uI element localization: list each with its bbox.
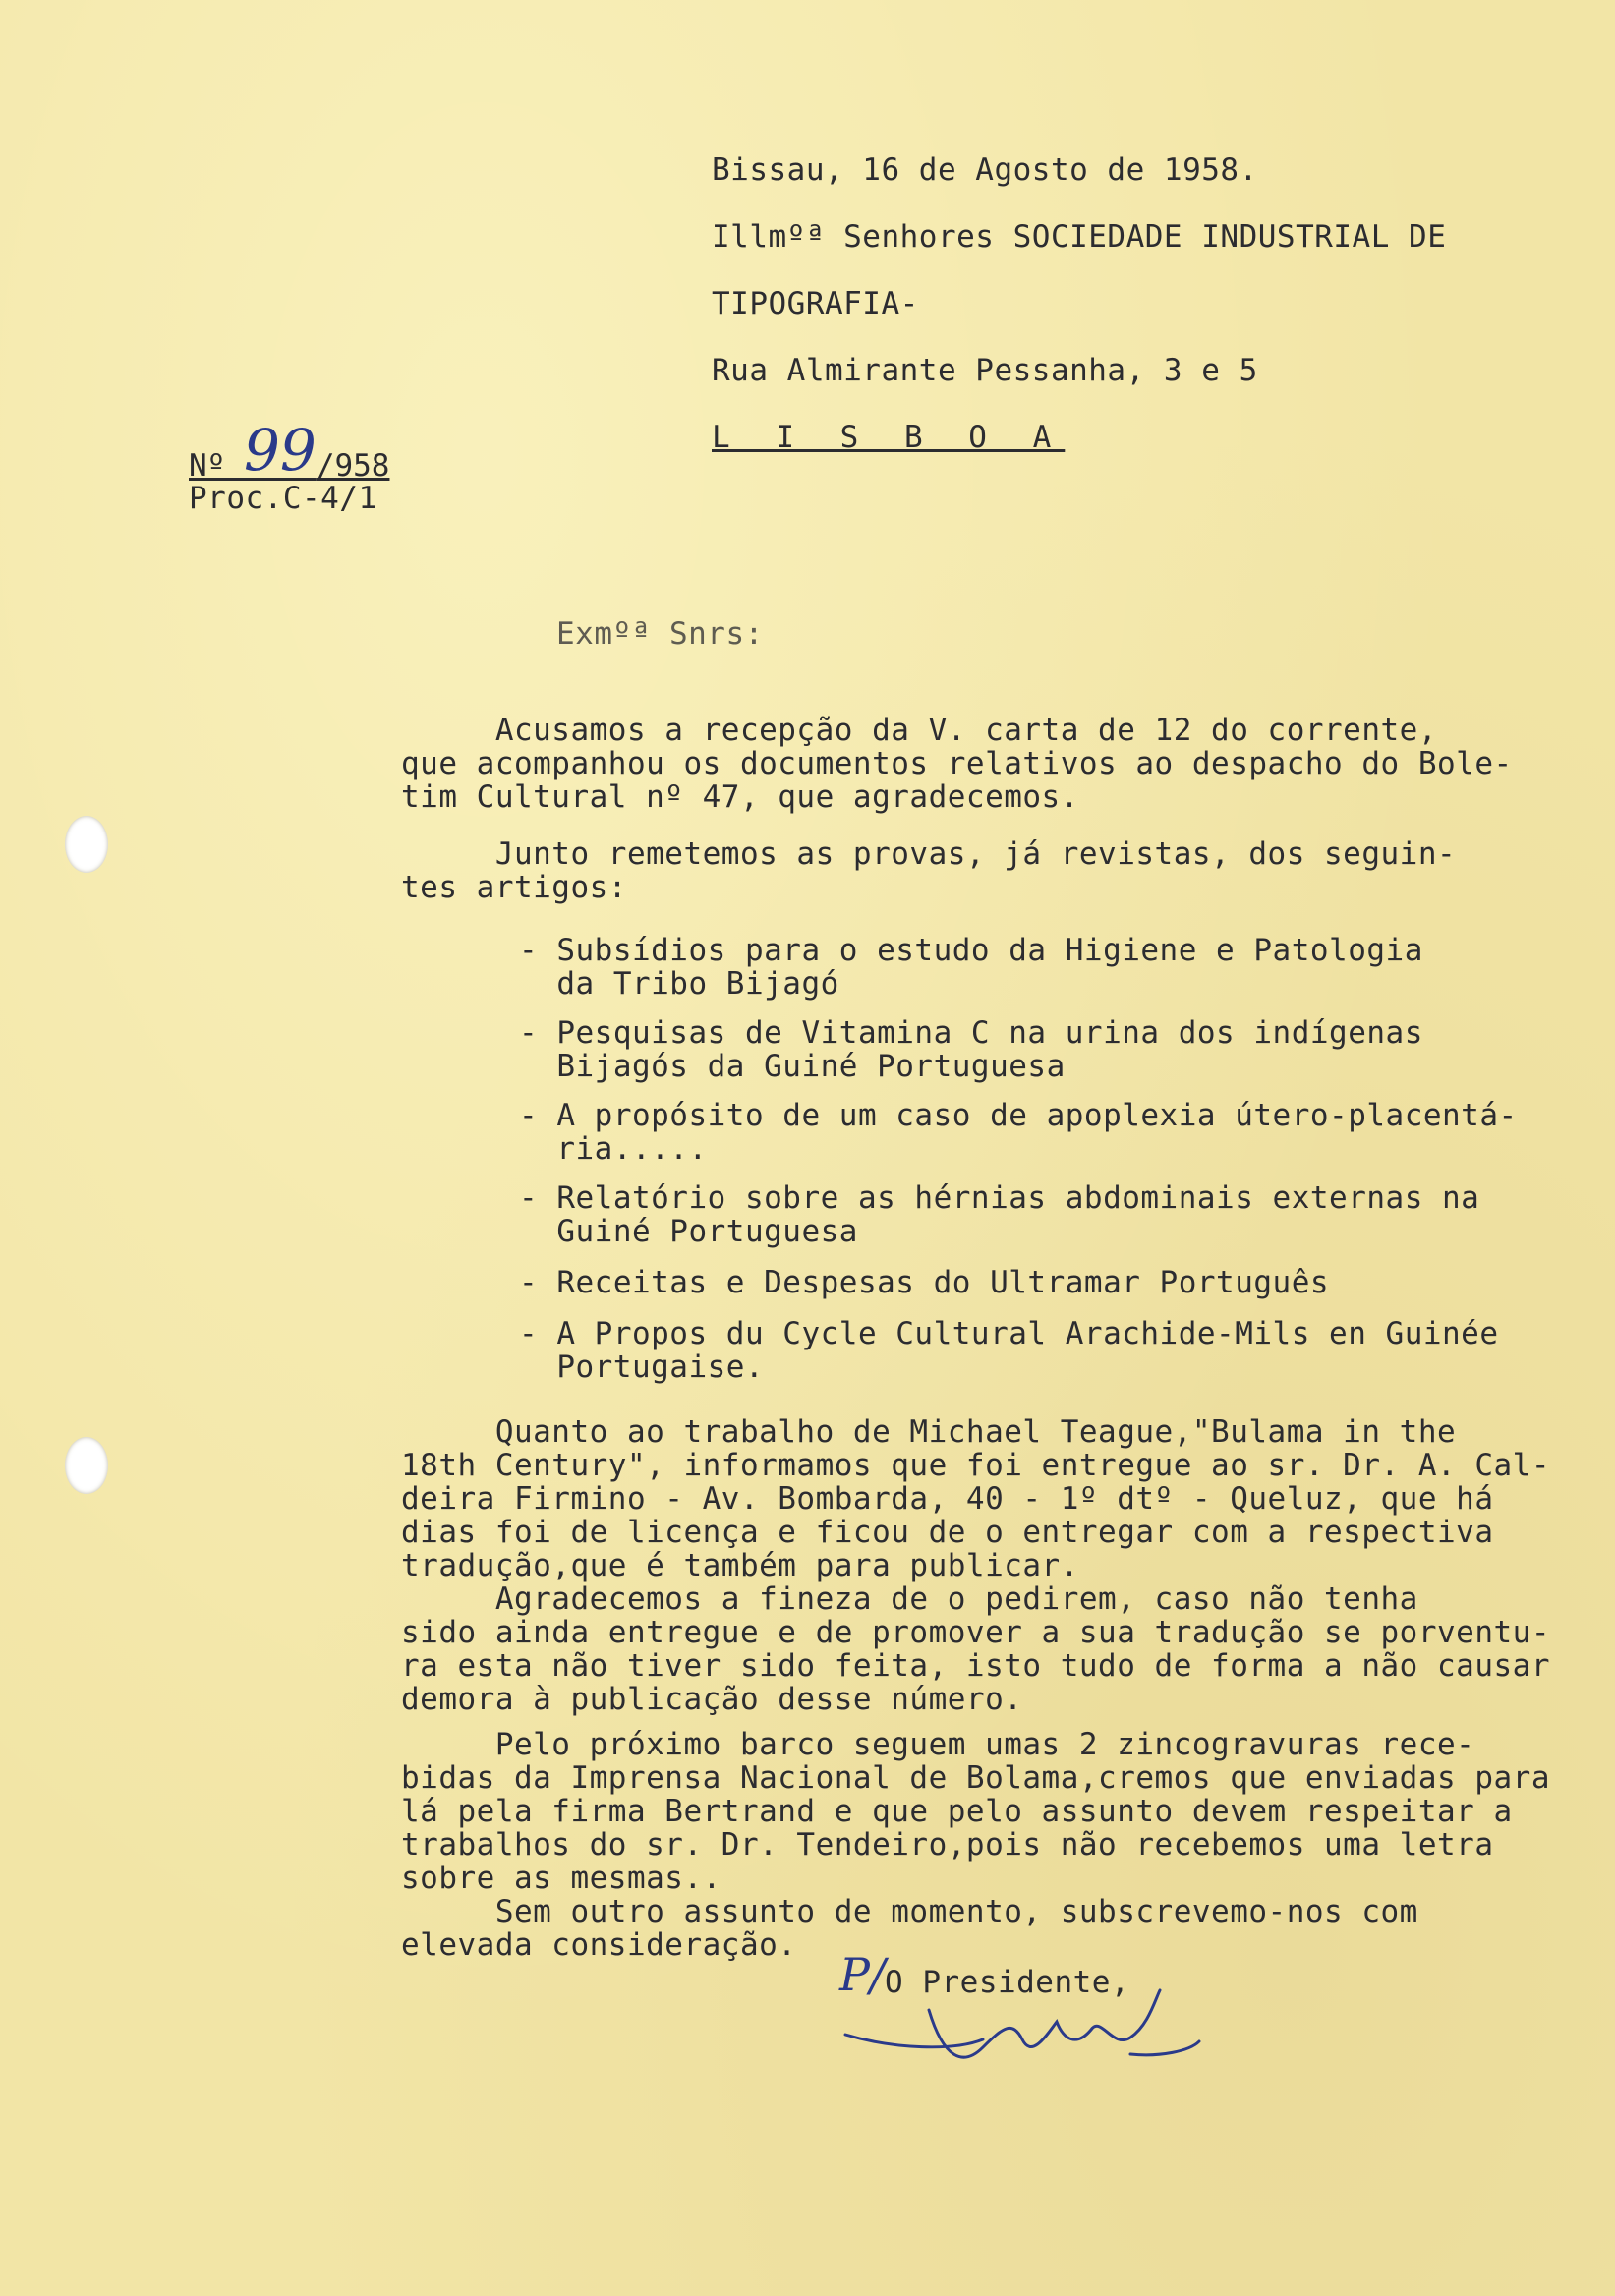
addressee-line-2: TIPOGRAFIA- xyxy=(712,286,919,321)
paragraph-line: Acusamos a recepção da V. carta de 12 do corrente, xyxy=(401,713,1437,748)
per-procurationem-mark: P/ xyxy=(839,1948,886,2001)
process-reference: Proc.C-4/1 xyxy=(189,481,377,516)
paragraph-line: tradução,que é também para publicar. xyxy=(401,1548,1079,1583)
article-item: - A Propos du Cycle Cultural Arachide-Mils en Guinée xyxy=(519,1316,1499,1351)
punch-hole-bottom xyxy=(65,1437,108,1494)
article-item: - Relatório sobre as hérnias abdominais externas na xyxy=(519,1180,1480,1216)
paragraph-line: que acompanhou os documentos relativos ao despacho do Bole- xyxy=(401,746,1513,781)
addressee-line-1: Illmºª Senhores SOCIEDADE INDUSTRIAL DE xyxy=(712,219,1447,255)
reference-handwritten-number: 99 xyxy=(244,417,317,484)
paragraph-line: sobre as mesmas.. xyxy=(401,1861,721,1896)
article-item: ria..... xyxy=(519,1131,708,1167)
reference-number xyxy=(189,417,390,489)
paragraph-line: tim Cultural nº 47, que agradecemos. xyxy=(401,779,1079,815)
article-item: - Pesquisas de Vitamina C na urina dos indígenas xyxy=(519,1015,1423,1051)
article-item: - Receitas e Despesas do Ultramar Português xyxy=(519,1265,1330,1300)
date-line: Bissau, 16 de Agosto de 1958. xyxy=(712,152,1258,188)
article-item: Bijagós da Guiné Portuguesa xyxy=(519,1049,1066,1084)
article-item: - A propósito de um caso de apoplexia útero-placentá- xyxy=(519,1098,1518,1133)
paragraph-line: Agradecemos a fineza de o pedirem, caso não tenha xyxy=(401,1581,1418,1617)
city-name: L I S B O A xyxy=(712,420,1066,455)
reference-year: /958 xyxy=(316,448,390,484)
paragraph-line: Sem outro assunto de momento, subscrevemo-nos com xyxy=(401,1894,1418,1929)
paragraph-line: elevada consideração. xyxy=(401,1927,797,1963)
handwritten-signature xyxy=(836,1941,1209,2079)
closing-title: O Presidente, xyxy=(885,1965,1130,2000)
article-item: Guiné Portuguesa xyxy=(519,1214,858,1249)
paragraph-line: sido ainda entregue e de promover a sua tradução se porventu- xyxy=(401,1615,1550,1650)
article-item: - Subsídios para o estudo da Higiene e Patologia xyxy=(519,933,1423,968)
paragraph-line: lá pela firma Bertrand e que pelo assunto devem respeitar a xyxy=(401,1794,1513,1829)
paragraph-line: Junto remetemos as provas, já revistas, dos seguin- xyxy=(401,836,1457,872)
paragraph-line: trabalhos do sr. Dr. Tendeiro,pois não recebemos uma letra xyxy=(401,1827,1494,1863)
paragraph-line: demora à publicação desse número. xyxy=(401,1682,1023,1717)
paragraph-line: Pelo próximo barco seguem umas 2 zincogravuras rece- xyxy=(401,1727,1475,1762)
paragraph-line: deira Firmino - Av. Bombarda, 40 - 1º dtº - Queluz, que há xyxy=(401,1481,1494,1517)
paragraph-line: Quanto ao trabalho de Michael Teague,"Bulama in the xyxy=(401,1414,1457,1450)
reference-prefix: Nº xyxy=(189,448,244,484)
paragraph-line: bidas da Imprensa Nacional de Bolama,cremos que enviadas para xyxy=(401,1760,1550,1796)
article-item: da Tribo Bijagó xyxy=(519,966,839,1002)
salutation: Exmºª Snrs: xyxy=(556,616,764,652)
article-item: Portugaise. xyxy=(519,1349,765,1385)
signature-strokes xyxy=(845,1990,1199,2057)
paragraph-line: 18th Century", informamos que foi entregue ao sr. Dr. A. Cal- xyxy=(401,1448,1550,1483)
paragraph-line: tes artigos: xyxy=(401,870,627,905)
street-address: Rua Almirante Pessanha, 3 e 5 xyxy=(712,353,1258,388)
paragraph-line: dias foi de licença e ficou de o entregar com a respectiva xyxy=(401,1515,1494,1550)
punch-hole-top xyxy=(65,816,108,873)
paragraph-line: ra esta não tiver sido feita, isto tudo de forma a não causar xyxy=(401,1648,1550,1684)
